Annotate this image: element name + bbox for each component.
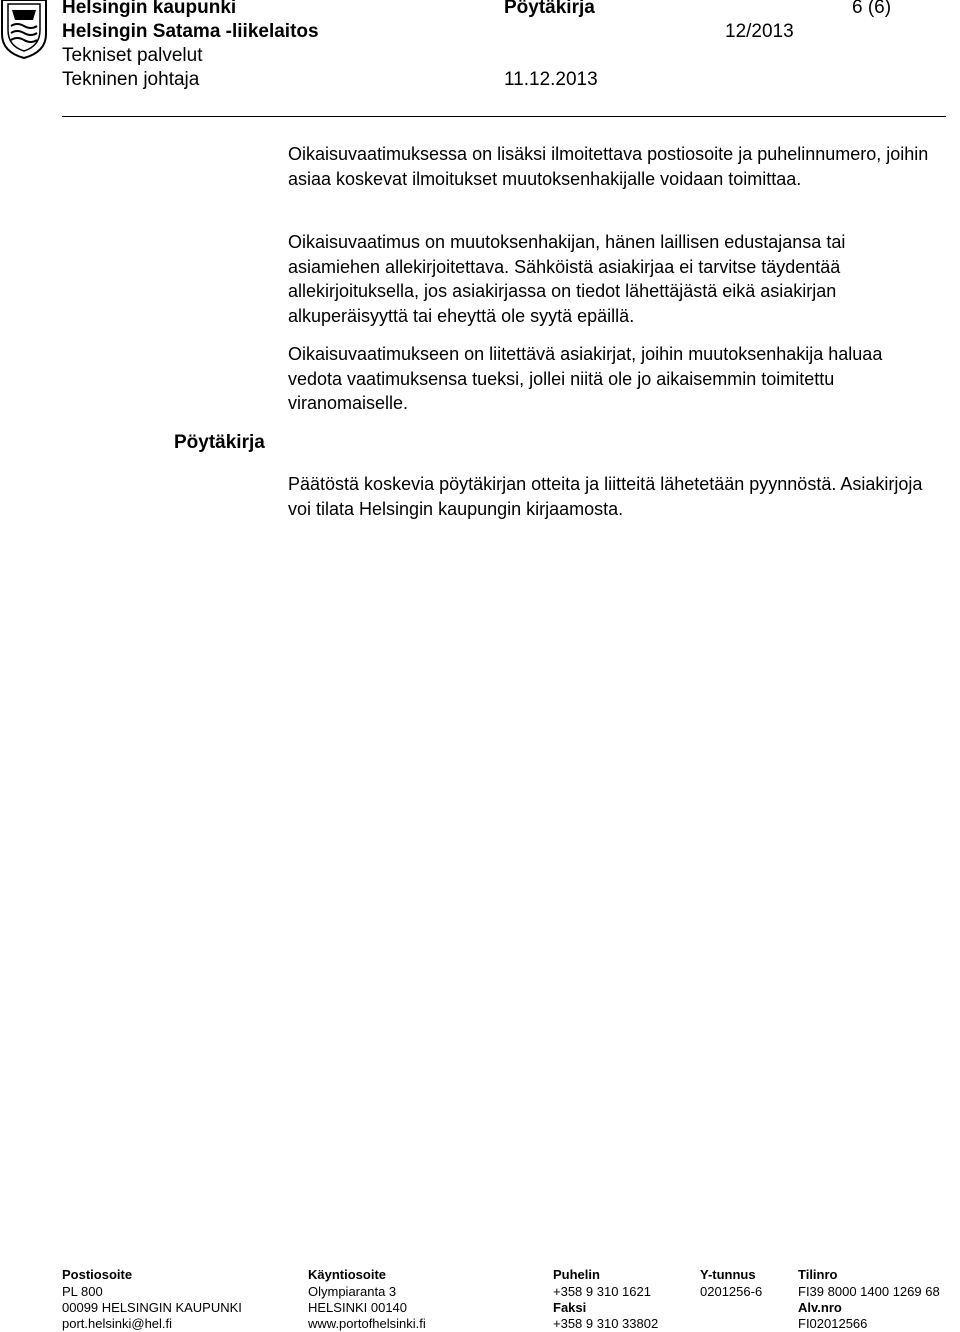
header-divider: [62, 116, 946, 117]
header-page-number: 6 (6): [852, 0, 892, 18]
footer-visit-label: Käyntiosoite: [308, 1267, 387, 1282]
footer-business-id-label: Y-tunnus: [700, 1267, 756, 1282]
footer-vat-label: Alv.nro: [798, 1300, 842, 1315]
paragraph-signature-requirement: Oikaisuvaatimus on muutoksenhakijan, hänen laillisen edustajansa tai asiamiehen allekirjoitettava. Sähköistä asiakirjaa ei tarvitse täydentää allekirjoituksella, jos asiakirjassa on tiedot lähettäjästä eikä asiakirjan alkuperäisyyttä tai eheyttä ole syytä epäillä.: [288, 232, 846, 326]
header-doc-type: Pöytäkirja: [504, 0, 595, 18]
header-meeting-number: 12/2013: [725, 21, 794, 42]
footer-postal-line: 00099 HELSINGIN KAUPUNKI: [62, 1300, 242, 1315]
side-heading: Pöytäkirja: [174, 432, 265, 453]
paragraph-address-requirement: Oikaisuvaatimuksessa on lisäksi ilmoitettava postiosoite ja puhelinnumero, joihin asiaa koskevat ilmoitukset muutoksenhakijalle voidaan toimittaa.: [288, 144, 929, 189]
footer-visit-line: Olympiaranta 3: [308, 1284, 397, 1299]
paragraph-attachments: Oikaisuvaatimukseen on liitettävä asiakirjat, joihin muutoksenhakija haluaa vedota vaatimuksensa tueksi, jollei niitä ole jo aikaisemmin toimitettu viranomaiselle.: [288, 344, 883, 413]
footer-email-link[interactable]: port.helsinki@hel.fi: [62, 1316, 173, 1331]
header-unit: Tekniset palvelut: [62, 45, 203, 66]
footer-account-value: FI39 8000 1400 1269 68: [798, 1284, 940, 1299]
footer-vat-value: FI02012566: [798, 1316, 868, 1331]
footer-business-id-value: 0201256-6: [700, 1284, 763, 1299]
footer-website-link[interactable]: www.portofhelsinki.fi: [308, 1316, 426, 1331]
footer-fax-label: Faksi: [553, 1300, 587, 1315]
header-date: 11.12.2013: [504, 69, 598, 90]
header-agency: Helsingin Satama -liikelaitos: [62, 21, 319, 42]
helsinki-crest-icon: [0, 0, 48, 60]
header-city: Helsingin kaupunki: [62, 0, 237, 18]
header-official: Tekninen johtaja: [62, 69, 200, 90]
footer-postal-line: PL 800: [62, 1284, 103, 1299]
footer-account-label: Tilinro: [798, 1267, 838, 1282]
footer-phone-value: +358 9 310 1621: [553, 1284, 651, 1299]
footer-phone-label: Puhelin: [553, 1267, 600, 1282]
footer-postal-label: Postiosoite: [62, 1267, 133, 1282]
footer-fax-value: +358 9 310 33802: [553, 1316, 659, 1331]
paragraph-minutes-request: Päätöstä koskevia pöytäkirjan otteita ja liitteitä lähetetään pyynnöstä. Asiakirjoja voi tilata Helsingin kaupungin kirjaamosta.: [288, 474, 923, 519]
footer-visit-line: HELSINKI 00140: [308, 1300, 408, 1315]
